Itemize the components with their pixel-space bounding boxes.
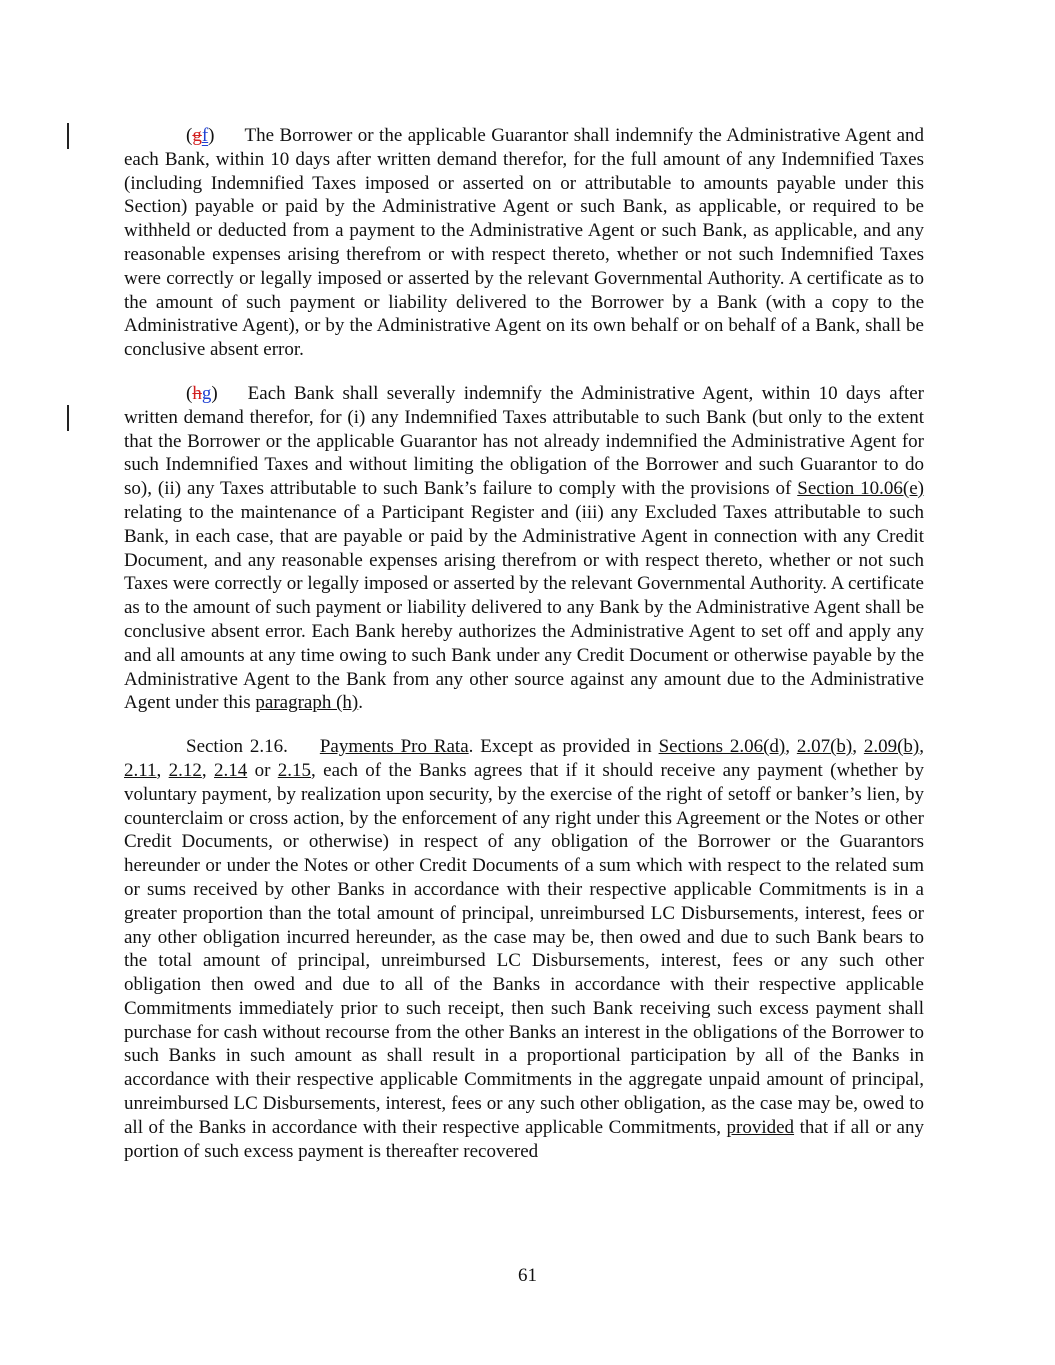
page-number: 61 — [518, 1265, 537, 1286]
paragraph-h-reference: paragraph (h) — [255, 692, 359, 714]
section-heading: Payments Pro Rata — [319, 736, 469, 758]
paragraph-g — [124, 382, 924, 715]
section-text-2: , each of the Banks agrees that if it should receive any payment (whether by voluntary payment, by realization upon security, by the exercise of the right of setoff or banker’s lien, by counterclaim or cross action, by the enforcement of any right under this Agreement or the Notes or other Credit Documents, or otherwise) in respect of any obligation of the Borrower or the Guarantors hereunder or under the Notes or other Credit Documents of a sum which with respect to the related sum or sums received by other Banks in accordance with their respective applicable Commitments is in a greater proportion than the total amount of principal, unreimbursed LC Disbursements, interest, fees or any other obligation incurred hereunder, as the case may be, then owed and due to such Bank bears to the total amount of principal, unreimbursed LC Disbursements, interest, fees or any such other obligation then owed and due to all of the Banks in accordance with their respective applicable Commitments immediately prior to such receipt, then such Bank receiving such excess payment shall purchase for cash without recourse from the other Banks an interest in the obligations of the Borrower to such Banks in such amount as shall result in a proportional participation by all of the Banks in accordance with their respective applicable Commitments in the aggregate unpaid amount of principal, unreimbursed LC Disbursements, interest, fees or any such other obligation, as the case may be, owed to all of the Banks in accordance with their respective applicable Commitments, — [124, 759, 925, 1138]
para-f-inserted-letter: f — [201, 125, 209, 146]
section-text-1: . Except as provided in — [468, 736, 659, 758]
para-g-open: ( — [186, 382, 193, 404]
ref-sections-2-06d: Sections 2.06(d) — [658, 736, 786, 758]
ref-2-11: 2.11 — [124, 759, 157, 781]
section-number: Section 2.16. — [186, 736, 288, 758]
ref-2-07b: 2.07(b) — [796, 736, 853, 758]
para-g-text-3: . — [358, 692, 364, 714]
provided-term: provided — [726, 1116, 795, 1138]
para-g-text-2: relating to the maintenance of a Participant Register and (iii) any Excluded Taxes attributable to such Bank, in each case, that are payable or paid by the Administrative Agent in connection with any Credit Document, and any reasonable expenses arising therefrom or with respect thereto, whether or not such Taxes were correctly or legally imposed or asserted by the relevant Governmental Authority. A certificate as to the amount of such payment or liability delivered to any Bank by the Administrative Agent shall be conclusive absent error. Each Bank hereby authorizes the Administrative Agent to set off and apply any and all amounts at any time owing to such Bank under any Credit Document or otherwise payable by the Administrative Agent to the Bank from any other source against any amount due to the Administrative Agent under this — [124, 501, 924, 714]
change-bar-f — [67, 123, 69, 149]
document-page — [124, 124, 924, 1183]
ref-2-15: 2.15 — [277, 759, 312, 781]
ref-2-14: 2.14 — [214, 759, 248, 781]
section-10-06e-reference: Section 10.06(e) — [797, 478, 925, 500]
section-2-16: Section 2.16. Payments Pro Rata. Except as provided in Sections 2.06(d), 2.07(b), 2.09(b), 2.11, 2.12, 2.14 or 2.15, each of the Banks agrees that if it should receive any payment (whether by voluntary payment, by realization upon security, by the exercise of the right of setoff or banker’s lien, by counterclaim or cross action, by the enforcement of any right under this Agreement or the Notes or other Credit Documents, or otherwise) in respect of any obligation of the Borrower or the Guarantors hereunder or under the Notes or other Credit Documents of a sum which with respect to the related sum or sums received by other Banks in accordance with their respective applicable Commitments is in a greater proportion than the total amount of principal, unreimbursed LC Disbursements, interest, fees or any other obligation incurred hereunder, as the case may be, then owed and due to such Bank bears to the total amount of principal, unreimbursed LC Disbursements, interest, fees or any such other obligation then owed and due to all of the Banks in accordance with their respective applicable Commitments immediately prior to such receipt, then such Bank receiving such excess payment shall purchase for cash without recourse from the other Banks an interest in the obligations of the Borrower to such Banks in such amount as shall result in a proportional participation by all of the Banks in accordance with their respective applicable Commitments in the aggregate unpaid amount of principal, unreimbursed LC Disbursements, interest, fees or any such other obligation, as the case may be, owed to all of the Banks in accordance with their respective applicable Commitments, provided that if all or any portion of such excess payment is thereafter recovered — [124, 736, 925, 1162]
para-g-text-1: Each Bank shall severally indemnify the Administrative Agent, within 10 days after written demand therefor, for (i) any Indemnified Taxes attributable to such Bank (but only to the extent that the Borrower or the applicable Guarantor has not already indemnified the Administrative Agent for such Indemnified Taxes and without limiting the obligation of the Borrower and such Guarantor to do so), (ii) any Taxes attributable to such Bank’s failure to comply with the provisions of — [124, 382, 924, 500]
ref-2-09b: 2.09(b) — [863, 736, 920, 758]
para-f-close: ) — [208, 125, 215, 146]
para-f-deleted-letter: g — [192, 125, 202, 146]
para-g-close: ) — [211, 382, 218, 404]
para-f-open: ( — [186, 125, 193, 146]
para-g-inserted-letter: g — [201, 382, 212, 404]
para-f-text: The Borrower or the applicable Guarantor shall indemnify the Administrative Agent and each Bank, within 10 days after written demand therefor, for the full amount of any Indemnified Taxes (including Indemnified Taxes imposed or asserted on or attributable to amounts payable under this Section) payable or paid by the Administrative Agent or such Bank, as applicable, or required to be withheld or deducted from a payment to the Administrative Agent or such Bank, as applicable, and any reasonable expenses arising therefrom or with respect thereto, whether or not such Indemnified Taxes were correctly or legally imposed or asserted by the relevant Governmental Authority. A certificate as to the amount of such payment or liability delivered to the Borrower by a Bank (with a copy to the Administrative Agent), or by the Administrative Agent on its own behalf or on behalf of a Bank, shall be conclusive absent error. — [124, 125, 924, 361]
change-bar-g — [67, 405, 69, 431]
section-text-3: that if all or any portion of such excess payment is thereafter recovered — [124, 1116, 924, 1162]
ref-2-12: 2.12 — [168, 759, 202, 781]
paragraph-f — [124, 124, 924, 362]
para-g-deleted-letter: h — [192, 382, 202, 404]
